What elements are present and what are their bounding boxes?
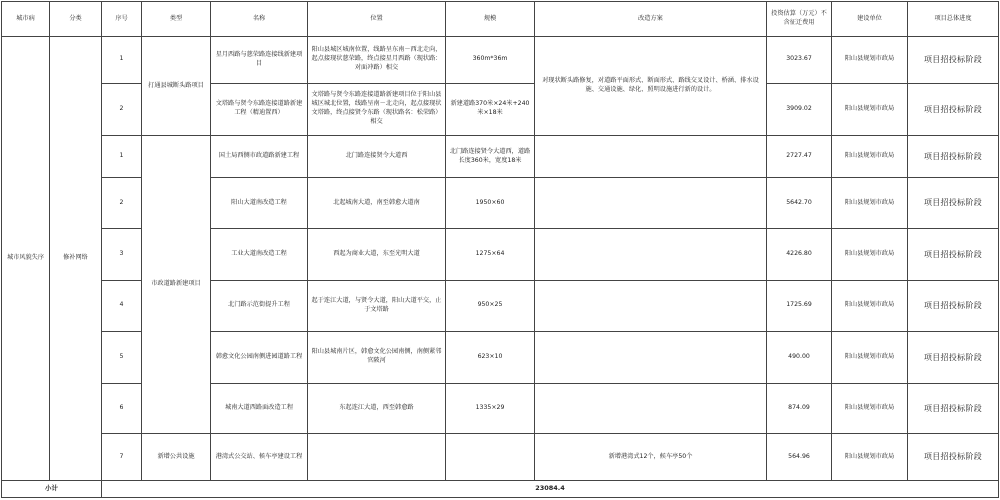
subtotal-value: 23084.4 <box>102 480 999 497</box>
seq-cell: 6 <box>102 384 142 434</box>
header-progress: 项目总体进度 <box>908 2 999 37</box>
progress-cell: 项目招投标阶段 <box>908 136 999 178</box>
seq-cell: 5 <box>102 331 142 383</box>
scale-cell: 1275×64 <box>446 228 535 280</box>
header-builder: 建设单位 <box>832 2 908 37</box>
subtotal-row <box>2 480 999 497</box>
scale-cell: 1950×60 <box>446 178 535 228</box>
builder-cell: 阳山县规划市政局 <box>832 136 908 178</box>
cost-cell: 3023.67 <box>767 37 832 83</box>
plan-cell <box>535 136 767 178</box>
scale-cell: 623×10 <box>446 331 535 383</box>
cost-cell: 1725.69 <box>767 281 832 331</box>
header-row <box>2 2 999 37</box>
progress-cell: 项目招投标阶段 <box>908 37 999 83</box>
progress-cell: 项目招投标阶段 <box>908 178 999 228</box>
plan-cell: 对现状断头路修复，对道路平面形式、断面形式、路线交叉设计、桥涵、排水设施、交通设施、绿化、照明设施进行新的设计。 <box>535 37 767 136</box>
cost-cell: 4226.80 <box>767 228 832 280</box>
progress-cell: 项目招投标阶段 <box>908 281 999 331</box>
location-cell: 西起为商业大道，东至光明大道 <box>308 228 446 280</box>
plan-cell <box>535 228 767 280</box>
name-cell: 北门路示范街提升工程 <box>211 281 308 331</box>
name-cell: 城南大道西路面改造工程 <box>211 384 308 434</box>
location-cell: 阳山县城南片区，韩愈文化公园南侧，南侧紧邻官陂河 <box>308 331 446 383</box>
builder-cell: 阳山县规划市政局 <box>832 434 908 480</box>
progress-cell: 项目招投标阶段 <box>908 434 999 480</box>
location-cell: 东起连江大道，西至韩愈路 <box>308 384 446 434</box>
seq-cell: 2 <box>102 178 142 228</box>
seq-cell: 1 <box>102 136 142 178</box>
location-cell: 阳山县城区城南位置，线路呈东南－西北走向，起点接现状慈荣路，终点接星月西路（现状路：对面冲路）相交 <box>308 37 446 83</box>
header-seq: 序号 <box>102 2 142 37</box>
progress-cell: 项目招投标阶段 <box>908 384 999 434</box>
city-illness-cell: 城市风貌失序 <box>2 37 50 481</box>
seq-cell: 4 <box>102 281 142 331</box>
header-city-illness: 城市病 <box>2 2 50 37</box>
scale-cell: 360m*36m <box>446 37 535 83</box>
cost-cell: 490.00 <box>767 331 832 383</box>
table-row <box>2 136 999 178</box>
name-cell: 阳山大道南改造工程 <box>211 178 308 228</box>
header-scale: 规模 <box>446 2 535 37</box>
progress-cell: 项目招投标阶段 <box>908 228 999 280</box>
header-plan: 改造方案 <box>535 2 767 37</box>
builder-cell: 阳山县规划市政局 <box>832 331 908 383</box>
table-row <box>2 37 999 83</box>
plan-cell <box>535 281 767 331</box>
name-cell: 港湾式公交站、候车亭建设工程 <box>211 434 308 480</box>
plan-cell <box>535 178 767 228</box>
builder-cell: 阳山县规划市政局 <box>832 178 908 228</box>
plan-cell <box>535 331 767 383</box>
table-row <box>2 434 999 480</box>
name-cell: 国土局西侧市政道路新建工程 <box>211 136 308 178</box>
builder-cell: 阳山县规划市政局 <box>832 281 908 331</box>
progress-cell: 项目招投标阶段 <box>908 331 999 383</box>
scale-cell <box>446 434 535 480</box>
progress-cell: 项目招投标阶段 <box>908 83 999 135</box>
cost-cell: 564.96 <box>767 434 832 480</box>
name-cell: 韩愈文化公园南侧进园道路工程 <box>211 331 308 383</box>
location-cell: 起于连江大道，与贤令大道，阳山大道平交，止于文塔路 <box>308 281 446 331</box>
cost-cell: 3909.02 <box>767 83 832 135</box>
type-cell: 打通县城断头路项目 <box>142 37 211 136</box>
scale-cell: 950×25 <box>446 281 535 331</box>
plan-cell: 新增港湾式12个，候车亭50个 <box>535 434 767 480</box>
name-cell: 工业大道南改造工程 <box>211 228 308 280</box>
project-table <box>1 1 999 498</box>
scale-cell: 北门路连接贤令大道西，道路长度360米，宽度18米 <box>446 136 535 178</box>
name-cell: 文塔路与贤令东路连接道路新建工程（精迪置西） <box>211 83 308 135</box>
seq-cell: 2 <box>102 83 142 135</box>
cost-cell: 874.09 <box>767 384 832 434</box>
type-cell: 市政道路新建项目 <box>142 136 211 434</box>
location-cell: 文塔路与贤令东路连接道路新建项目位于阳山县城区城北位置，线路呈南－北走向，起点接现状文塔路，终点接贤令东路（现状路名：松荣路）相交 <box>308 83 446 135</box>
location-cell: 北门路连接贤令大道西 <box>308 136 446 178</box>
header-type: 类型 <box>142 2 211 37</box>
seq-cell: 7 <box>102 434 142 480</box>
scale-cell: 1335×29 <box>446 384 535 434</box>
seq-cell: 3 <box>102 228 142 280</box>
seq-cell: 1 <box>102 37 142 83</box>
header-name: 名称 <box>211 2 308 37</box>
cost-cell: 5642.70 <box>767 178 832 228</box>
name-cell: 星月西路与慈荣路连接线新建项目 <box>211 37 308 83</box>
cost-cell: 2727.47 <box>767 136 832 178</box>
scale-cell: 新建道路370米×24米+240米×18米 <box>446 83 535 135</box>
type-cell: 新增公共设施 <box>142 434 211 480</box>
builder-cell: 阳山县规划市政局 <box>832 37 908 83</box>
builder-cell: 阳山县规划市政局 <box>832 384 908 434</box>
subtotal-label: 小计 <box>2 480 102 497</box>
builder-cell: 阳山县规划市政局 <box>832 83 908 135</box>
builder-cell: 阳山县规划市政局 <box>832 228 908 280</box>
header-location: 位置 <box>308 2 446 37</box>
header-cost: 投资估算（万元）不含征迁费用 <box>767 2 832 37</box>
location-cell: 北起城南大道，南至韩愈大道南 <box>308 178 446 228</box>
category-cell: 修补网络 <box>50 37 102 481</box>
plan-cell <box>535 384 767 434</box>
header-category: 分类 <box>50 2 102 37</box>
location-cell <box>308 434 446 480</box>
